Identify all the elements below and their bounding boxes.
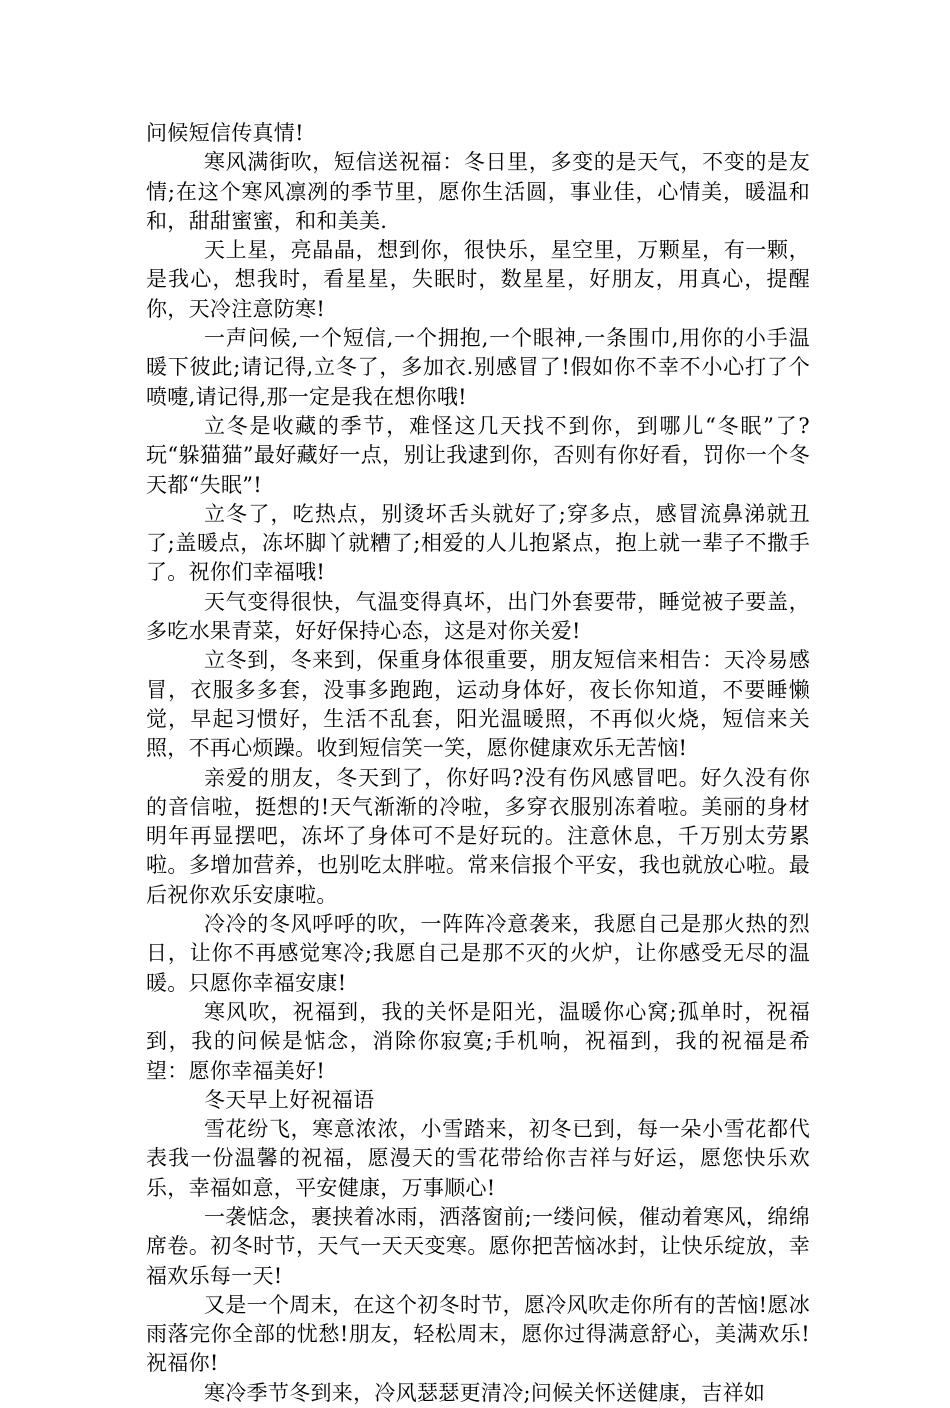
document-body bbox=[146, 119, 810, 1408]
paragraph: 天气变得很快，气温变得真坏，出门外套要带，睡觉被子要盖，多吃水果青菜，好好保持心态，这是对你关爱! bbox=[146, 589, 810, 644]
paragraph: 寒冷季节冬到来，冷风瑟瑟更清冷;问候关怀送健康，吉祥如 bbox=[204, 1380, 766, 1405]
paragraph: 立冬到，冬来到，保重身体很重要，朋友短信来相告：天冷易感冒，衣服多多套，没事多跑跑，运动身体好，夜长你知道，不要睡懒觉，早起习惯好，生活不乱套，阳光温暖照，不再似火烧，短信来关照，不再心烦躁。收到短信笑一笑，愿你健康欢乐无苦恼! bbox=[146, 648, 810, 761]
paragraph-title: 问候短信传真情! bbox=[146, 121, 304, 145]
paragraph: 又是一个周末，在这个初冬时节，愿冷风吹走你所有的苦恼!愿冰雨落完你全部的忧愁!朋友，轻松周末，愿你过得满意舒心，美满欢乐!祝福你! bbox=[146, 1292, 810, 1376]
paragraph: 立冬是收藏的季节，难怪这几天找不到你，到哪儿“冬眠”了?玩“躲猫猫”最好藏好一点，别让我逮到你，否则有你好看，罚你一个冬天都“失眠”! bbox=[146, 413, 810, 497]
paragraph: 一袭惦念，裹挟着冰雨，洒落窗前;一缕问候，催动着寒风，绵绵席卷。初冬时节，天气一天天变寒。愿你把苦恼冰封，让快乐绽放，幸福欢乐每一天! bbox=[146, 1204, 810, 1288]
paragraph: 寒风吹，祝福到，我的关怀是阳光，温暖你心窝;孤单时，祝福到，我的问候是惦念，消除你寂寞;手机响，祝福到，我的祝福是希望：愿你幸福美好! bbox=[146, 999, 810, 1083]
paragraph: 立冬了，吃热点，别烫坏舌头就好了;穿多点，感冒流鼻涕就丑了;盖暖点，冻坏脚丫就糟了;相爱的人儿抱紧点，抱上就一辈子不撒手了。祝你们幸福哦! bbox=[146, 501, 810, 585]
paragraph: 一声问候,一个短信,一个拥抱,一个眼神,一条围巾,用你的小手温暖下彼此;请记得,立冬了，多加衣.别感冒了!假如你不幸不小心打了个喷嚏,请记得,那一定是我在想你哦! bbox=[146, 326, 810, 409]
paragraph: 冷冷的冬风呼呼的吹，一阵阵冷意袭来，我愿自己是那火热的烈日，让你不再感觉寒冷;我愿自己是那不灭的火炉，让你感受无尽的温暖。只愿你幸福安康! bbox=[146, 912, 810, 995]
paragraph: 寒风满街吹，短信送祝福：冬日里，多变的是天气，不变的是友情;在这个寒风凛冽的季节里，愿你生活圆，事业佳，心情美，暖温和和，甜甜蜜蜜，和和美美. bbox=[146, 150, 810, 233]
paragraph: 亲爱的朋友，冬天到了，你好吗?没有伤风感冒吧。好久没有你的音信啦，挺想的!天气渐渐的冷啦，多穿衣服别冻着啦。美丽的身材明年再显摆吧，冻坏了身体可不是好玩的。注意休息，千万别太劳累啦。多增加营养，也别吃太胖啦。常来信报个平安，我也就放心啦。最后祝你欢乐安康啦。 bbox=[146, 765, 810, 907]
paragraph: 雪花纷飞，寒意浓浓，小雪踏来，初冬已到，每一朵小雪花都代表我一份温馨的祝福，愿漫天的雪花带给你吉祥与好运，愿您快乐欢乐，幸福如意，平安健康，万事顺心! bbox=[146, 1117, 810, 1200]
section-heading: 冬天早上好祝福语 bbox=[204, 1087, 375, 1112]
paragraph: 天上星，亮晶晶，想到你，很快乐，星空里，万颗星，有一颗，是我心，想我时，看星星，失眠时，数星星，好朋友，用真心，提醒你，天冷注意防寒! bbox=[146, 238, 810, 321]
